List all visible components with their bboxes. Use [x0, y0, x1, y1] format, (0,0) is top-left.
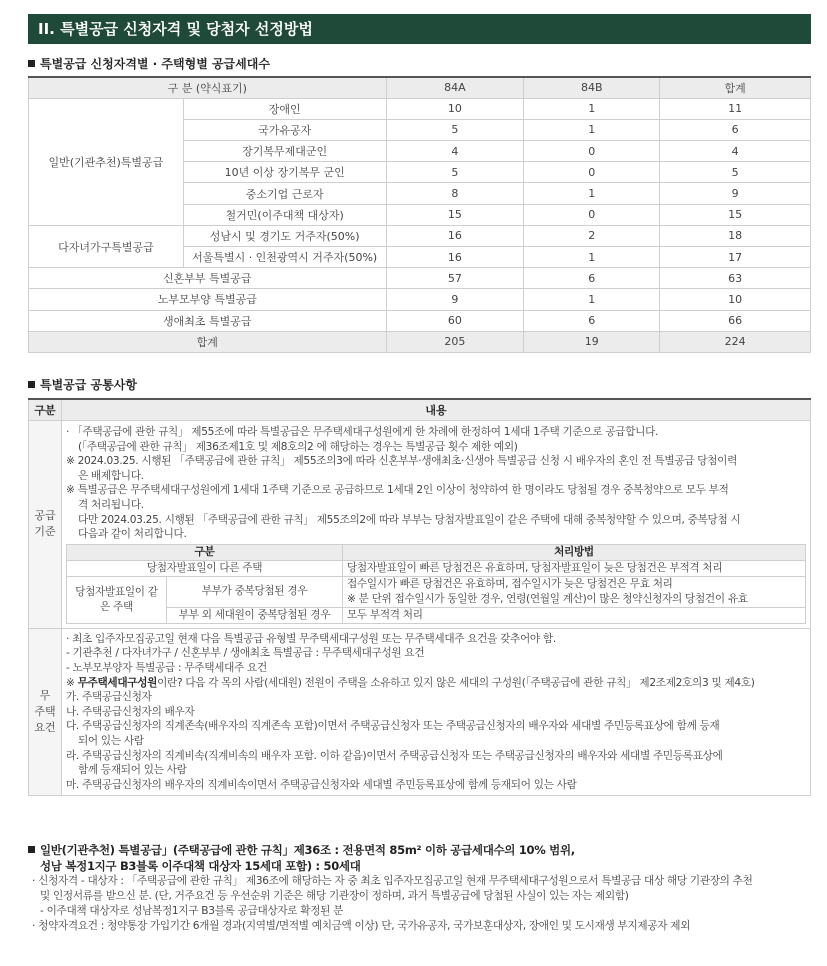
footer-line: · 청약자격요건 : 청약통장 가입기간 6개월 경과(지역별/면적별 예치금액 이상) 단, 국가유공자, 국가보훈대상자, 장애인 및 도시재생 부지제공자 제외 [32, 920, 691, 932]
standard-line: · 「주택공급에 관한 규칙」 제55조에 따라 특별공급은 무주택세대구성원에게 한 차례에 한정하여 1세대 1주택 기준으로 공급합니다. [65, 426, 659, 438]
cell-total: 224 [660, 331, 811, 352]
row-label: 중소기업 근로자 [183, 183, 386, 204]
cell-84b: 0 [524, 204, 660, 225]
homeless-item: 되어 있는 사람 [77, 734, 144, 747]
cell-84b: 6 [524, 268, 660, 289]
standard-line: 다음과 같이 처리합니다. [77, 528, 187, 541]
cell-84b: 2 [524, 225, 660, 246]
cell-total: 9 [660, 183, 811, 204]
footer-line: - 이주대책 대상자로 성남복정1지구 B3블록 공급대상자로 확정된 분 [40, 905, 344, 917]
group-multichild: 다자녀가구특별공급 [29, 225, 184, 267]
section2-title [28, 376, 137, 393]
standard-line: 은 배제합니다. [77, 469, 144, 482]
homeless-item: 나. 주택공급신청자의 배우자 [65, 705, 195, 718]
section2-title-text: 특별공급 공통사항 [40, 378, 137, 392]
standard-line: 다만 2024.03.25. 시행된 「주택공급에 관한 규칙」 제55조의2에 따라 부부는 당첨자발표일이 같은 주택에 대해 중복청약할 수 있으며, 중복당첨 시 [77, 513, 741, 526]
homeless-note [66, 676, 806, 691]
cell-84b: 0 [524, 141, 660, 162]
cell-total: 11 [660, 98, 811, 119]
dup-row-label: 부부 외 세대원이 중복당첨된 경우 [166, 607, 342, 623]
header-side: 구분 [29, 399, 62, 421]
footer-line: · 신청자격 - 대상자 : 「주택공급에 관한 규칙」 제36조에 해당하는 자 중 최초 입주자모집공고일 현재 무주택세대구성원으로서 특별공급 대상 해당 기관장의 추천 [32, 875, 753, 887]
cell-total: 4 [660, 141, 811, 162]
dup-header-method: 처리방법 [342, 544, 805, 560]
table-row [29, 268, 811, 289]
dup-row-value: 모두 부적격 처리 [342, 607, 805, 623]
homeless-line: - 기관추천 / 다자녀가구 / 신혼부부 / 생애최초 특별공급 : 무주택세대구성원 요건 [65, 647, 425, 660]
standard-line: ※ 2024.03.25. 시행된 「주택공급에 관한 규칙」 제55조의3에 따라 신혼부부·생애최초·신생아 특별공급 신청 시 배우자의 혼인 전 특별공급 당첨이력 [65, 455, 737, 468]
homeless-content [61, 628, 810, 796]
note-bold-term: 무주택세대구성원 [77, 676, 158, 689]
row-label: 노부모부양 특별공급 [29, 289, 387, 310]
header-total: 합계 [660, 77, 811, 98]
cell-84a: 16 [386, 247, 524, 268]
homeless-item: 마. 주택공급신청자의 배우자의 직계비속이면서 주택공급신청자와 세대별 주민등록표상에 함께 등재되어 있는 사람 [65, 778, 577, 791]
homeless-item: 다. 주택공급신청자의 직계존속(배우자의 직계존속 포함)이면서 주택공급신청자 또는 주택공급신청자의 배우자와 세대별 주민등록표상에 함께 등재 [65, 720, 720, 733]
row-label: 서울특별시 · 인천광역시 거주자(50%) [183, 247, 386, 268]
row-label: 국가유공자 [183, 119, 386, 140]
duplicate-win-table [66, 544, 806, 624]
section1-title-text: 특별공급 신청자격별 · 주택형별 공급세대수 [40, 57, 270, 71]
footer-title-line1: 일반(기관추천) 특별공급」(주택공급에 관한 규칙」제36조 : 전용면적 85m² 이하 공급세대수의 10% 범위, [40, 843, 575, 857]
row-label: 성남시 및 경기도 거주자(50%) [183, 225, 386, 246]
dup-row-value [342, 576, 805, 607]
bullet-square-icon [28, 60, 35, 67]
row-label: 신혼부부 특별공급 [29, 268, 387, 289]
header-content: 내용 [61, 399, 810, 421]
footer-section [28, 842, 811, 934]
cell-84a: 60 [386, 310, 524, 331]
table-row [29, 289, 811, 310]
standard-content [61, 421, 810, 629]
row-label: 합계 [29, 331, 387, 352]
cell-84b: 6 [524, 310, 660, 331]
cell-84a: 15 [386, 204, 524, 225]
dup-row-label: 당첨자발표일이 다른 주택 [66, 560, 342, 576]
dup-group-same-date: 당첨자발표일이 같은 주택 [66, 576, 166, 623]
cell-total: 66 [660, 310, 811, 331]
table-row [66, 560, 805, 576]
standard-line: 격 처리됩니다. [77, 498, 144, 511]
cell-total: 18 [660, 225, 811, 246]
table-row [66, 607, 805, 623]
cell-84b: 1 [524, 98, 660, 119]
cell-84a: 4 [386, 141, 524, 162]
table-row [66, 576, 805, 607]
footer-title [28, 842, 811, 858]
table-row [29, 225, 811, 246]
standard-line: (「주택공급에 관한 규칙」 제36조제1호 및 제8호의2 에 해당하는 경우는 특별공급 횟수 제한 예외) [77, 440, 518, 453]
note-rest: 이란? 다음 각 목의 사람(세대원) 전원이 주택을 소유하고 있지 않은 세대의 구성원(「주택공급에 관한 규칙」 제2조제2호의3 및 제4호) [157, 676, 755, 689]
footer-title-line2: 성남 복정1지구 B3블록 이주대책 대상자 15세대 포함) : 50세대 [40, 859, 361, 873]
cell-84a: 5 [386, 162, 524, 183]
standard-line: ※ 특별공급은 무주택세대구성원에게 1세대 1주택 기준으로 공급하므로 1세대 2인 이상이 청약하여 한 명이라도 당첨될 경우 중복청약으로 모두 부적 [65, 484, 729, 497]
note-prefix: ※ [65, 676, 78, 689]
cell-total: 5 [660, 162, 811, 183]
cell-total: 63 [660, 268, 811, 289]
table-row [29, 310, 811, 331]
header-category: 구 분 (약식표기) [29, 77, 387, 98]
row-label: 장기복무제대군인 [183, 141, 386, 162]
cell-84a: 57 [386, 268, 524, 289]
section-banner: II. 특별공급 신청자격 및 당첨자 선정방법 [28, 14, 811, 44]
supply-table [28, 76, 811, 353]
cell-84b: 19 [524, 331, 660, 352]
homeless-label: 무 주택 요건 [29, 628, 62, 796]
bullet-square-icon [28, 381, 35, 388]
standard-label: 공급 기준 [29, 421, 62, 629]
cell-84b: 1 [524, 289, 660, 310]
cell-84a: 16 [386, 225, 524, 246]
row-label: 생애최초 특별공급 [29, 310, 387, 331]
cell-total: 6 [660, 119, 811, 140]
dup-header-category: 구분 [66, 544, 342, 560]
dup-value-line: ※ 분 단위 접수일시가 동일한 경우, 연령(연월일 계산)이 많은 청약신청자의 당첨건이 유효 [346, 592, 748, 605]
homeless-line: - 노부모부양자 특별공급 : 무주택세대주 요건 [65, 661, 267, 674]
dup-row-label: 부부가 중복당첨된 경우 [166, 576, 342, 607]
cell-84b: 1 [524, 247, 660, 268]
homeless-item: 가. 주택공급신청자 [65, 691, 152, 704]
bullet-square-icon [28, 846, 35, 853]
cell-84b: 1 [524, 119, 660, 140]
cell-84a: 9 [386, 289, 524, 310]
row-label: 10년 이상 장기복무 군인 [183, 162, 386, 183]
table-row [29, 98, 811, 119]
cell-84a: 8 [386, 183, 524, 204]
cell-total: 17 [660, 247, 811, 268]
cell-84b: 0 [524, 162, 660, 183]
header-84b: 84B [524, 77, 660, 98]
footer-line: 및 인정서류를 받으신 분. (단, 거주요건 등 우선순위 기준은 해당 기관장이 정하며, 과거 특별공급에 당첨된 사실이 있는 자는 제외함) [40, 890, 629, 902]
row-label: 장애인 [183, 98, 386, 119]
homeless-item: 라. 주택공급신청자의 직계비속(직계비속의 배우자 포함. 이하 같음)이면서 주택공급신청자 또는 주택공급신청자의 배우자와 세대별 주민등록표상에 [65, 749, 723, 762]
cell-84a: 205 [386, 331, 524, 352]
header-84a: 84A [386, 77, 524, 98]
common-table [28, 398, 811, 796]
dup-row-value: 당첨자발표일이 빠른 당첨건은 유효하며, 당첨자발표일이 늦은 당첨건은 부적격 처리 [342, 560, 805, 576]
dup-value-line: 접수일시가 빠른 당첨건은 유효하며, 접수일시가 늦은 당첨건은 무효 처리 [346, 577, 673, 590]
homeless-line: · 최초 입주자모집공고일 현재 다음 특별공급 유형별 무주택세대구성원 또는 무주택세대주 요건을 갖추어야 함. [65, 632, 556, 645]
cell-84a: 10 [386, 98, 524, 119]
cell-84b: 1 [524, 183, 660, 204]
cell-84a: 5 [386, 119, 524, 140]
row-label: 철거민(이주대책 대상자) [183, 204, 386, 225]
group-general: 일반(기관추천)특별공급 [29, 98, 184, 225]
total-row [29, 331, 811, 352]
homeless-item: 함께 등재되어 있는 사람 [77, 764, 187, 777]
cell-total: 15 [660, 204, 811, 225]
cell-total: 10 [660, 289, 811, 310]
section1-title [28, 55, 270, 72]
